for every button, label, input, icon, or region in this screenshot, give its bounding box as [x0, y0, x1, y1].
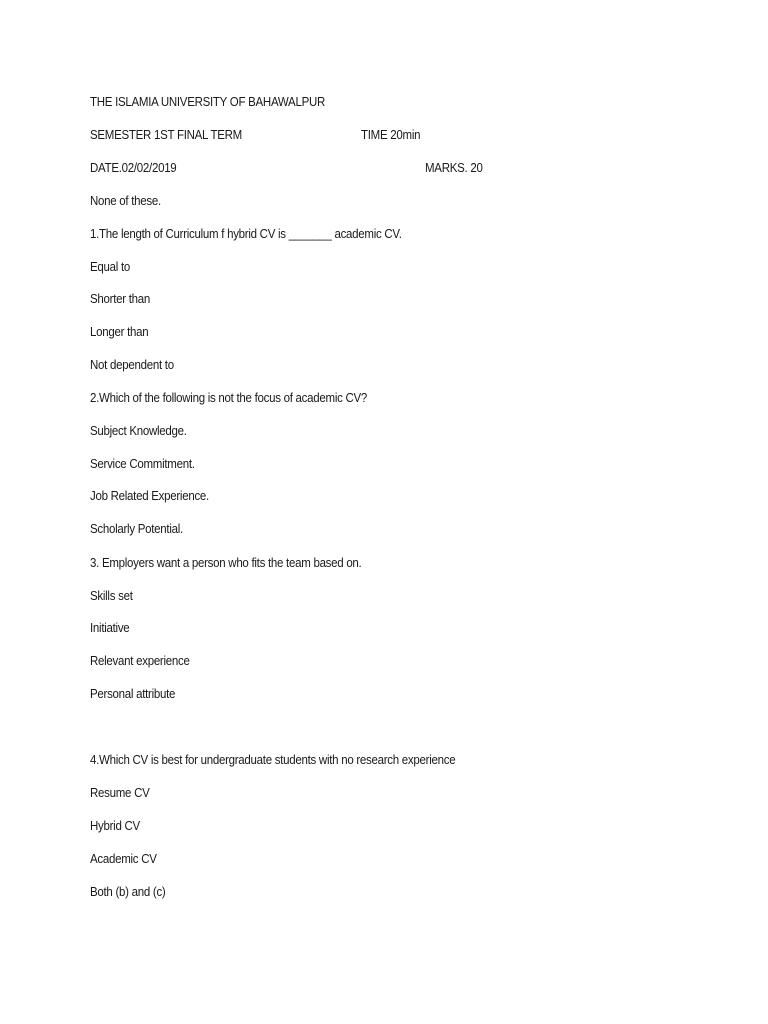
date-label: DATE.02/02/2019 [90, 161, 177, 175]
question-2-text: 2.Which of the following is not the focus of academic CV? [90, 391, 368, 405]
marks-label: MARKS. 20 [425, 161, 483, 175]
question-3-option: Initiative [90, 621, 130, 635]
question-4-option: Both (b) and (c) [90, 885, 166, 899]
question-4-text: 4.Which CV is best for undergraduate students with no research experience [90, 753, 456, 767]
question-1-text: 1.The length of Curriculum f hybrid CV is _______ academic CV. [90, 227, 402, 241]
question-4-option: Hybrid CV [90, 819, 140, 833]
time-label: TIME 20min [361, 128, 421, 142]
question-1-option: Equal to [90, 260, 130, 274]
question-3-option: Relevant experience [90, 654, 190, 668]
question-2-option: Subject Knowledge. [90, 424, 187, 438]
question-3-text: 3. Employers want a person who fits the team based on. [90, 556, 362, 570]
semester-label: SEMESTER 1ST FINAL TERM [90, 128, 242, 142]
question-4-option: Academic CV [90, 852, 157, 866]
intro-text: None of these. [90, 194, 161, 208]
question-2-option: Service Commitment. [90, 457, 195, 471]
question-1-option: Shorter than [90, 292, 150, 306]
question-1-option: Not dependent to [90, 358, 174, 372]
university-title: THE ISLAMIA UNIVERSITY OF BAHAWALPUR [90, 95, 326, 109]
question-2-option: Scholarly Potential. [90, 522, 183, 536]
question-1-option: Longer than [90, 325, 149, 339]
question-3-option: Skills set [90, 589, 133, 603]
question-2-option: Job Related Experience. [90, 489, 209, 503]
question-3-option: Personal attribute [90, 687, 176, 701]
question-4-option: Resume CV [90, 786, 150, 800]
